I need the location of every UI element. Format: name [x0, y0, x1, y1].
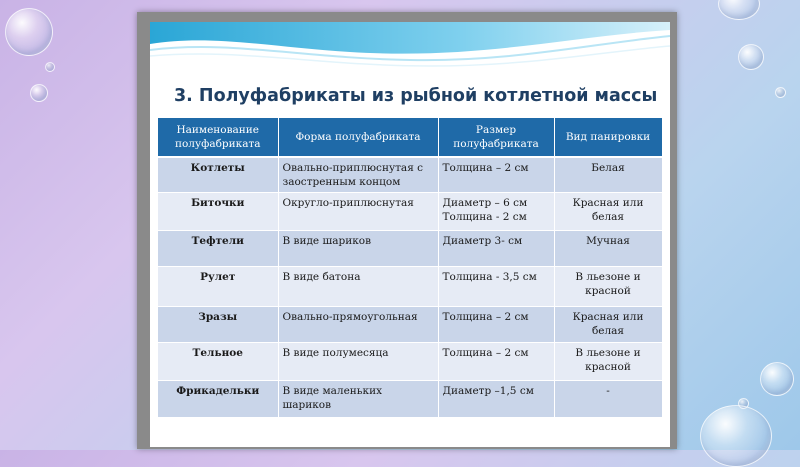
cell-name-text: Котлеты	[190, 162, 245, 174]
column-header-shape: Форма полуфабриката	[278, 118, 438, 157]
cell-name-text: Тефтели	[191, 234, 244, 247]
cell-shape-text: Овально-приплюснутая с заостренным концом	[282, 162, 424, 188]
semi-products-table	[158, 118, 663, 418]
cell-shape	[278, 266, 438, 306]
cell-shape	[278, 380, 438, 417]
cell-name	[158, 266, 278, 306]
cell-shape	[278, 342, 438, 380]
cell-size-text: Диаметр 3- см	[442, 234, 523, 247]
bubble-decoration	[775, 87, 786, 98]
header-wave-decoration	[150, 22, 670, 72]
cell-size-text: Толщина – 2 см	[442, 162, 529, 174]
cell-name-text: Биточки	[191, 196, 245, 209]
cell-breading-text: Красная или белая	[572, 310, 644, 337]
cell-size	[438, 380, 554, 417]
bubble-decoration	[738, 44, 764, 70]
cell-name-text: Зразы	[198, 310, 238, 323]
cell-breading-text: Красная или белая	[572, 196, 644, 223]
cell-shape-text: В виде полумесяца	[282, 346, 389, 359]
cell-name	[158, 380, 278, 417]
cell-name-text: Фрикадельки	[176, 384, 260, 397]
cell-breading	[554, 157, 662, 192]
table-row	[158, 380, 662, 417]
slide	[150, 22, 670, 447]
bubble-decoration	[45, 62, 55, 72]
slide-title: 3. Полуфабрикаты из рыбной котлетной массы	[174, 86, 658, 106]
cell-shape-text: В виде батона	[282, 270, 361, 283]
cell-name-text: Рулет	[200, 270, 236, 283]
table-row	[158, 157, 662, 192]
cell-size	[438, 306, 554, 342]
cell-size	[438, 266, 554, 306]
cell-breading	[554, 230, 662, 266]
bubble-decoration	[700, 405, 772, 467]
bubble-decoration	[5, 8, 53, 56]
cell-size-text: Толщина - 3,5 см	[442, 270, 537, 283]
bubble-decoration	[760, 362, 794, 396]
table-row	[158, 342, 662, 380]
cell-breading-text: В льезоне и красной	[575, 346, 641, 373]
table-row	[158, 306, 662, 342]
bubble-decoration	[718, 0, 760, 20]
bubble-decoration	[30, 84, 48, 102]
cell-size-text: Толщина – 2 см	[442, 346, 529, 359]
cell-shape-text: Округло-приплюснутая	[282, 196, 414, 209]
cell-size-text: Толщина – 2 см	[442, 310, 529, 323]
cell-name	[158, 157, 278, 192]
cell-shape	[278, 230, 438, 266]
cell-size	[438, 157, 554, 192]
cell-shape-text: В виде шариков	[282, 234, 372, 247]
table-row	[158, 266, 662, 306]
cell-breading-text: Белая	[591, 162, 625, 174]
cell-size	[438, 342, 554, 380]
cell-size-text: Диаметр –1,5 см	[442, 384, 534, 397]
cell-name	[158, 306, 278, 342]
cell-shape-text: В виде маленьких шариков	[282, 384, 382, 411]
cell-name-text: Тельное	[192, 346, 243, 359]
cell-size	[438, 192, 554, 230]
cell-breading-text: Мучная	[586, 234, 630, 247]
cell-breading	[554, 192, 662, 230]
table-row	[158, 230, 662, 266]
cell-name	[158, 342, 278, 380]
cell-breading-text: -	[606, 384, 610, 397]
cell-shape	[278, 157, 438, 192]
table-header-row	[158, 118, 662, 157]
column-header-breading: Вид панировки	[554, 118, 662, 157]
cell-size-text: Диаметр – 6 см Толщина - 2 см	[442, 196, 528, 223]
cell-breading	[554, 380, 662, 417]
cell-breading-text: В льезоне и красной	[575, 270, 641, 297]
table-row	[158, 192, 662, 230]
cell-breading	[554, 266, 662, 306]
column-header-name: Наименование полуфабриката	[158, 118, 278, 157]
cell-size	[438, 230, 554, 266]
cell-shape-text: Овально-прямоугольная	[282, 310, 418, 323]
cell-shape	[278, 306, 438, 342]
cell-name	[158, 192, 278, 230]
column-header-size: Размер полуфабриката	[438, 118, 554, 157]
cell-name	[158, 230, 278, 266]
cell-shape	[278, 192, 438, 230]
cell-breading	[554, 306, 662, 342]
cell-breading	[554, 342, 662, 380]
